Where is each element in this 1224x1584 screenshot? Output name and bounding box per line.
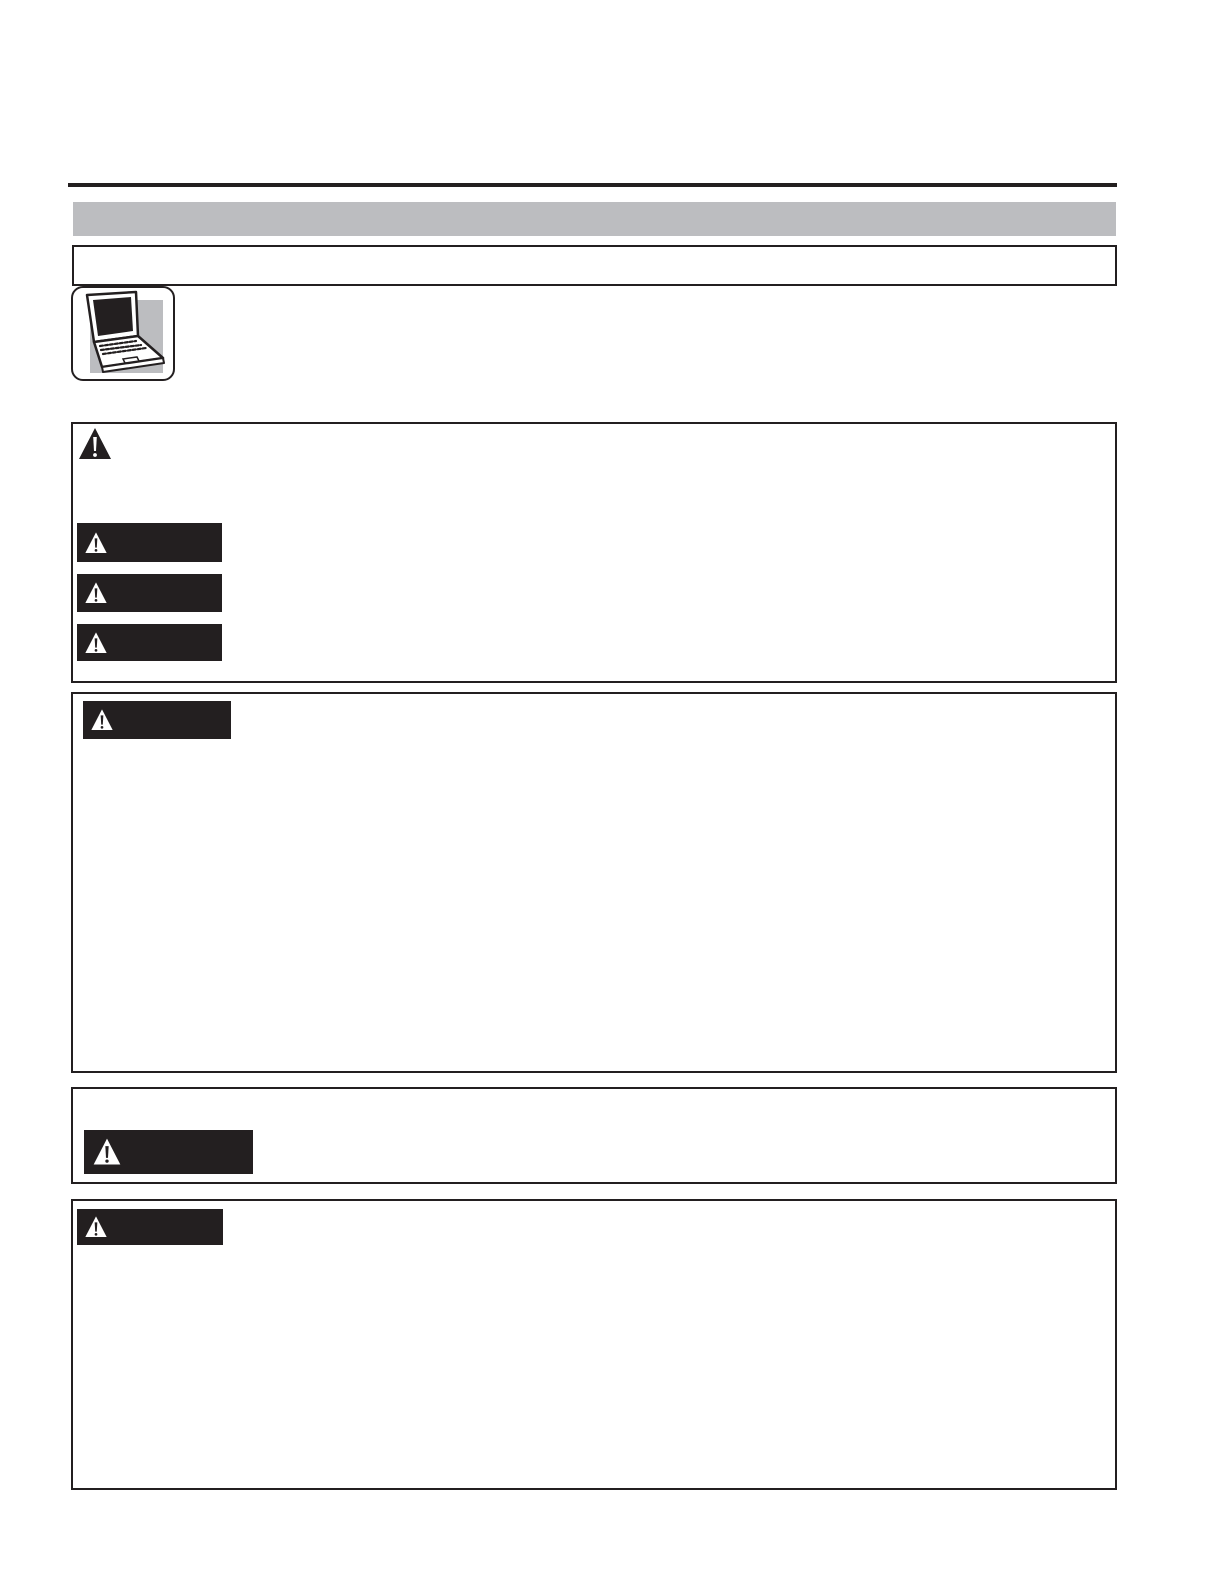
safety-alert-icon xyxy=(92,1137,122,1167)
safety-alert-icon xyxy=(84,631,108,655)
safety-alert-icon xyxy=(84,1215,108,1239)
safety-statement xyxy=(122,430,1107,510)
warning-body xyxy=(244,704,1106,1064)
signal-word-definition xyxy=(236,577,1106,613)
safety-alert-icon xyxy=(77,426,113,462)
intro-text xyxy=(190,296,1110,376)
warning-intro xyxy=(84,1094,1106,1124)
safety-alert-icon xyxy=(90,708,114,732)
signal-word-badge xyxy=(77,523,222,562)
signal-word-definition xyxy=(236,526,1106,562)
header-rule xyxy=(68,183,1117,187)
signal-word-definition xyxy=(236,627,1106,663)
safety-alert-icon xyxy=(84,581,108,605)
safety-alert-icon xyxy=(84,531,108,555)
signal-word-badge xyxy=(77,624,222,661)
laptop-icon xyxy=(73,288,173,379)
laptop-icon-frame xyxy=(71,286,175,381)
signal-word-badge xyxy=(77,1209,223,1245)
section-header-bar xyxy=(73,202,1116,236)
warning-body xyxy=(266,1134,1106,1174)
title-box xyxy=(72,245,1117,286)
signal-word-badge xyxy=(77,574,222,612)
signal-word-badge xyxy=(84,1130,253,1174)
warning-body xyxy=(236,1212,1106,1480)
signal-word-badge xyxy=(83,701,231,739)
